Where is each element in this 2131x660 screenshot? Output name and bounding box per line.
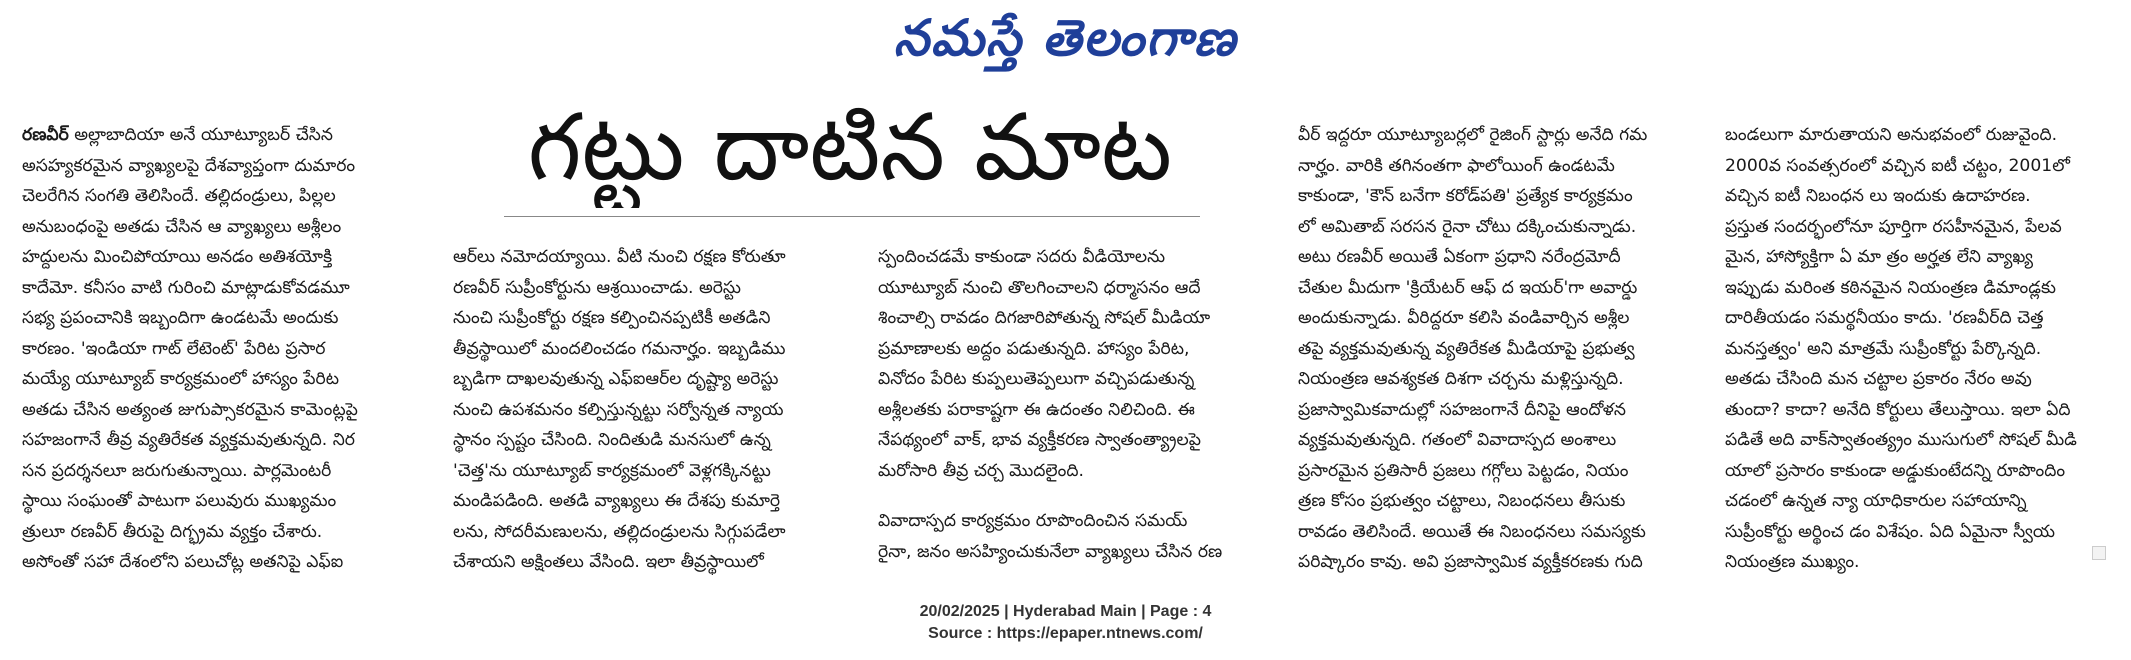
paragraph-gap (878, 486, 1272, 506)
column-5-line: దారితీయడం సమర్థనీయం కాదు. 'రణవీర్‌ది చెత్త (1725, 308, 2044, 328)
article-column-5 (1725, 120, 2120, 578)
column-2-line: తీవ్రస్థాయిలో మందలించడం గమనార్హం. ఇబ్బడిము (453, 338, 786, 359)
article-column-1 (22, 120, 420, 578)
column-4-line: అటు రణవీర్ అయితే ఏకంగా ప్రధాని నరేంద్రమోదీ (1298, 247, 1621, 267)
column-4-line: కాకుండా, 'కౌన్ బనేగా కరోడ్‌పతి' ప్రత్యేక కార్యక్రమం (1298, 186, 1633, 206)
column-5-line: మనస్తత్వం' అని మాత్రమే సుప్రీంకోర్టు పేర్కొన్నది. (1725, 338, 2042, 359)
column-5-line: సుప్రీంకోర్టు అర్థించ డం విశేషం. ఏది ఏమైనా స్వీయ (1725, 521, 2055, 542)
column-5-line: తుందా? కాదా? అనేది కోర్టులు తేలుస్తాయి. ఇలా ఏది (1725, 399, 2071, 420)
column-3-line: అశ్లీలతకు పరాకాష్టగా ఈ ఉదంతం నిలిచింది. ఈ (878, 399, 1195, 420)
footer-edition-info: 20/02/2025 | Hyderabad Main | Page : 4 (919, 603, 1212, 620)
column-4-line: లో అమితాబ్ సరసన రైనా చోటు దక్కించుకున్నాడు. (1298, 216, 1637, 237)
column-2-line: స్థానం స్పష్టం చేసింది. నిందితుడి మనసులో ఉన్న (453, 430, 771, 450)
column-3-line: ప్రమాణాలకు అద్దం పడుతున్నది. హాస్యం పేరిట, (878, 338, 1190, 359)
column-1-line: అసహ్యకరమైన వ్యాఖ్యలపై దేశవ్యాప్తంగా దుమారం (22, 155, 356, 176)
column-4-line: ప్రజాస్వామికవాదుల్లో సహజంగానే దీనిపై ఆందోళన (1298, 399, 1626, 420)
column-5-line: 2000వ సంవత్సరంలో వచ్చిన ఐటీ చట్టం, 2001లో (1725, 155, 2070, 176)
column-4-line: నియంత్రణ ఆవశ్యకత దిశగా చర్చను మళ్లిస్తున్నది. (1298, 369, 1624, 389)
column-1-line: కాదేమో. కనీసం వాటి గురించి మాట్లాడుకోవడమూ (22, 277, 350, 298)
column-3-line: మరోసారి తీవ్ర చర్చ మొదలైంది. (878, 460, 1084, 481)
column-1-line: కారణం. 'ఇండియా గాట్ లేటెంట్' పేరిట ప్రసార (22, 338, 326, 359)
column-3-line: వినోదం పేరిట కుప్పలుతెప్పలుగా వచ్చిపడుతున్న (878, 369, 1195, 389)
column-1-line: స్థాయి సంఘంతో పాటుగా పలువురు ముఖ్యమం (22, 491, 337, 511)
column-5-line: యాలో ప్రసారం కాకుండా అడ్డుకుంటేదన్ని రూపొందిం (1725, 460, 2066, 481)
column-5-line: నియంత్రణ ముఖ్యం. (1725, 552, 1860, 572)
column-2-line: 'చెత్త'ను యూట్యూబ్ కార్యక్రమంలో వెళ్లగక్కినట్టు (453, 460, 771, 481)
column-1-line: అనుబంధంపై అతడు చేసిన ఆ వ్యాఖ్యలు అశ్లీలం (22, 216, 342, 237)
footer-source-link[interactable]: Source : https://epaper.ntnews.com/ (928, 625, 1203, 642)
column-3-line: వివాదాస్పద కార్యక్రమం రూపొందించిన సమయ్ (878, 511, 1188, 531)
column-2-line: చేశాయని అక్షింతలు వేసింది. ఇలా తీవ్రస్థాయిలో (453, 552, 764, 572)
column-1-line: సన ప్రదర్శనలూ జరుగుతున్నాయి. పార్లమెంటరీ (22, 460, 332, 481)
column-4-line: వ్యక్తమవుతున్నది. గతంలో వివాదాస్పద అంశాలు (1298, 430, 1617, 450)
column-1-line: సభ్య ప్రపంచానికి ఇబ్బందిగా ఉండటమే అందుకు (22, 308, 339, 328)
column-2-line: బ్బడిగా దాఖలవుతున్న ఎఫ్ఐఆర్‌ల దృష్ట్యా అరెస్టు (453, 369, 779, 389)
column-1-line-1 (22, 120, 420, 151)
headline-underline-divider (504, 216, 1200, 217)
lead-word: రణవీర్ (22, 125, 69, 145)
column-5-line: ఇప్పుడు మరింత కఠినమైన నియంత్రణ డిమాండ్లకు (1725, 277, 2056, 298)
column-2-line: మండిపడింది. అతడి వ్యాఖ్యలు ఈ దేశపు కుమార్తె (453, 491, 781, 511)
column-4-line: వీర్ ఇద్దరూ యూట్యూబర్లలో రైజింగ్ స్టార్లు అనేది గమ (1298, 125, 1648, 145)
column-4-line: అందుకున్నాడు. వీరిద్దరూ కలిసి వండివార్చిన అశ్లీల (1298, 308, 1630, 328)
column-3-line: రైనా, జనం అసహ్యించుకునేలా వ్యాఖ్యలు చేసిన రణ (878, 541, 1223, 562)
article-headline: గట్టు దాటిన మాట (527, 94, 1173, 201)
column-3-line: యూట్యూబ్ నుంచి తొలగించాలని ధర్మాసనం ఆదే (878, 277, 1201, 298)
column-5-line: ప్రస్తుత సందర్భంలోనూ పూర్తిగా రసహీనమైన, పేలవ (1725, 216, 2062, 237)
column-1-line: అసోంతో సహా దేశంలోని పలుచోట్ల అతనిపై ఎఫ్ఐ (22, 552, 344, 572)
column-5-line: వచ్చిన ఐటీ నిబంధన లు ఇందుకు ఉదాహరణ. (1725, 186, 2031, 206)
article-column-2 (453, 242, 845, 578)
column-4-line: ప్రసారమైన ప్రతిసారీ ప్రజలు గగ్గోలు పెట్టడం, నియం (1298, 460, 1629, 481)
column-1-line: హద్దులను మించిపోయాయి అనడం అతిశయోక్తి (22, 247, 333, 267)
column-5-line: మైన, హాస్యోక్తిగా ఏ మా త్రం అర్హత లేని వ్యాఖ్య (1725, 247, 2034, 267)
column-3-line: స్పందించడమే కాకుండా సదరు వీడియోలను (878, 247, 1166, 267)
column-1-line: మయ్యే యూట్యూబ్ కార్యక్రమంలో హాస్యం పేరిట (22, 369, 339, 389)
newspaper-masthead: నమస్తే తెలంగాణ (893, 9, 1238, 67)
column-5-line: పడితే అది వాక్‌స్వాతంత్య్రం ముసుగులో సోషల్ మీడి (1725, 430, 2077, 450)
column-4-line: చేతుల మీదుగా 'క్రియేటర్ ఆఫ్ ద ఇయర్'గా అవార్డు (1298, 277, 1638, 298)
page-corner-marker (2092, 546, 2106, 560)
column-4-line: రావడం తెలిసిందే. అయితే ఈ నిబంధనలు సమస్యకు (1298, 521, 1646, 542)
column-1-line: సహజంగానే తీవ్ర వ్యతిరేకత వ్యక్తమవుతున్నది. నిర (22, 430, 355, 450)
column-4-line: త్రణ కోసం ప్రభుత్వం చట్టాలు, నిబంధనలు తీసుకు (1298, 491, 1626, 511)
column-2-line: నుంచి ఉపశమనం కల్పిస్తున్నట్టు సర్వోన్నత న్యాయ (453, 399, 784, 420)
column-5-line: బండలుగా మారుతాయని అనుభవంలో రుజువైంది. (1725, 125, 2058, 145)
column-2-line: నుంచి సుప్రీంకోర్టు రక్షణ కల్పించినప్పటికీ అతడిని (453, 308, 771, 328)
article-column-4 (1298, 120, 1696, 578)
column-2-line: లను, సోదరీమణులను, తల్లిదండ్రులను సిగ్గుపడేలా (453, 521, 786, 542)
column-4-line: పరిష్కారం కావు. అవి ప్రజాస్వామిక వ్యక్తీకరణకు గుది (1298, 552, 1643, 572)
column-3-line: నేపథ్యంలో వాక్, భావ వ్యక్తీకరణ స్వాతంత్య్రాలపై (878, 430, 1201, 450)
column-2-line: రణవీర్ సుప్రీంకోర్టును ఆశ్రయించాడు. అరెస్టు (453, 277, 741, 298)
column-1-line-1-text: అల్లాబాదియా అనే యూట్యూబర్ చేసిన (68, 125, 333, 145)
column-1-line: అతడు చేసిన అత్యంత జుగుప్సాకరమైన కామెంట్లపై (22, 399, 358, 420)
column-5-line: అతడు చేసింది మన చట్టాల ప్రకారం నేరం అవు (1725, 369, 2032, 389)
column-3-line: శించాల్సి రావడం దిగజారిపోతున్న సోషల్ మీడియా (878, 308, 1211, 328)
article-column-3 (878, 242, 1272, 567)
column-4-line: నార్హం. వారికి తగినంతగా ఫాలోయింగ్ ఉండటమే (1298, 155, 1615, 176)
column-4-line: తపై వ్యక్తమవుతున్న వ్యతిరేకత మీడియాపై ప్రభుత్వ (1298, 338, 1635, 359)
column-2-line: ఆర్‌లు నమోదయ్యాయి. వీటి నుంచి రక్షణ కోరుతూ (453, 247, 786, 267)
column-5-line: చడంలో ఉన్నత న్యా యాధికారుల సహాయాన్ని (1725, 491, 2027, 511)
column-1-line: త్రులూ రణవీర్ తీరుపై దిగ్భ్రమ వ్యక్తం చేశారు. (22, 521, 323, 542)
column-1-line: చెలరేగిన సంగతి తెలిసిందే. తల్లిదండ్రులు, పిల్లల (22, 186, 336, 206)
